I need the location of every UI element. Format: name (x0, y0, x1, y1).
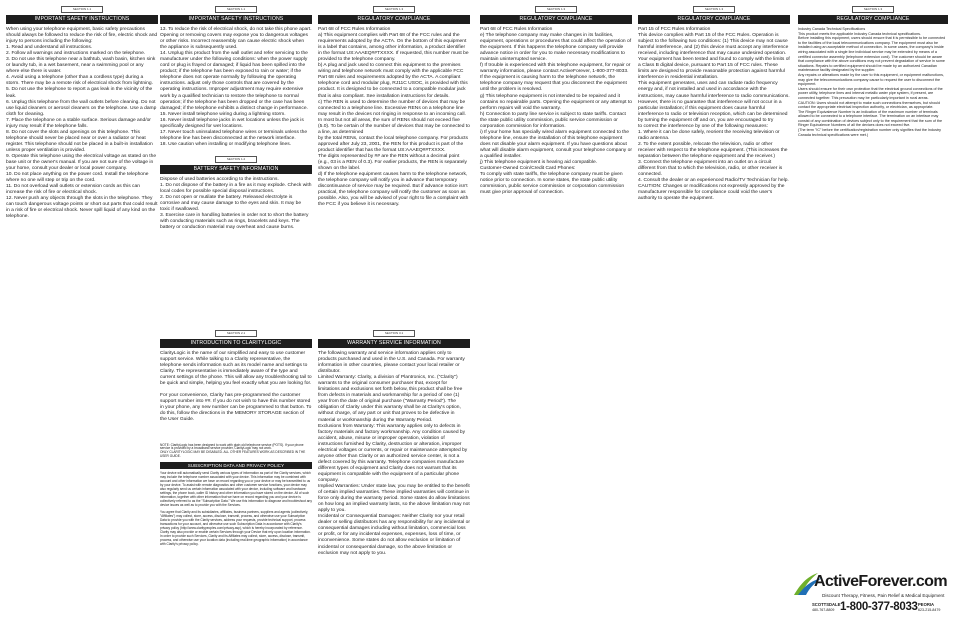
paragraph: e) The telephone company may make changes in its facilities, equipment, operations or procedures that could affect the operation of the equipment. If this happens the telephone company will provide advance notice in order for you to make necessary modifications to maintain uninterrupted service. (480, 33, 632, 63)
brand-tagline: Discount Therapy, Fitness, Pain Relief & Medical Equipment (822, 593, 945, 598)
paragraph: You agree that Clarity and its subsidiaries, affiliates, business partners, suppliers and agents (collectively, "Affiliates") may collect, store, access, disclose, transmit, process, and otherwise use your Subscription Data to provide you with the Clarity services, address your requests, provide technical support, process transactions for your account, and otherwise use such Subscription Data in accordance with Clarity's privacy policy (http://www.claritypeoples.com/privacy.asp), which is hereby incorporated by reference. Clarity may also provide or enable certain Services through your Device that rely upon location information. In order to provide such Services, Clarity and its Affiliates may collect, store, access, disclose, transmit, process, and otherwise use your location data (including real-time geographic information) in accordance with Clarity's privacy policy. (160, 509, 311, 546)
brand-phone: 1-800-377-8033 (840, 601, 918, 613)
column-regulatory-2 (480, 6, 632, 196)
section-tag: SECTION 1.3 (693, 6, 735, 13)
paragraph: 5. Do not use the telephone to report a gas leak in the vicinity of the leak. (6, 87, 153, 99)
section-heading: REGULATORY COMPLIANCE (638, 15, 790, 24)
paragraph: The digits represented by ## are the REN without a decimal point (e.g., 03 is a REN of 0.3). For earlier products, the REN is separately shown on the label. (318, 153, 467, 172)
paragraph: Your device will automatically send Clarity various types of information as part of the Clarity services, which may include the telephone number associated with your device. This information may be combined with account and other information we have on record regarding you or your device or may be transmitted to us by your device. To assist with remote diagnostics and other customer service functions, your device may also regularly send us certain information associated with your device, including software and hardware settings, the phone book, caller ID history and other information you have stored on the device. All of such information, together with other information that we have on record regarding you and your device is collectively referred to as the "Subscription Data." We use this information to diagnose and troubleshoot any device issues as well as to provide you with the Services. (160, 471, 312, 507)
brand-logo (792, 571, 947, 627)
paragraph: i) If your home has specially wired alarm equipment connected to the telephone line, ensure the installation of this telephone equipment does not disable your alarm equipment. If you have questions about what will disable alarm equipment, consult your telephone company or a qualified installer. (480, 129, 632, 159)
section-tag: SECTION 3.1 (373, 330, 415, 337)
section-tag: SECTION 1.1 (61, 6, 103, 13)
paragraph: 14. Unplug this product from the wall outlet and refer servicing to the manufacturer under the following conditions: when the power supply cord or plug is frayed or damaged; if liquid has been spilled into the product; if the telephone has been exposed to rain or water; if the telephone does not operate normally by following the operating instructions. adjust only those controls that are covered by the operating instructions. Improper adjustment may require extensive work by a qualified technician to restore the telephone to normal operation; if the telephone has been dropped or the case has been damaged; if the telephone exhibits a distinct change in performance. (160, 51, 308, 111)
paragraph: g) This telephone equipment is not intended to be repaired and it contains no repairable parts. Opening the equipment or any attempt to perform repairs will void the warranty. (480, 93, 632, 111)
paragraph: Dispose of used batteries according to the instructions. (160, 176, 279, 182)
paragraph: f) If trouble is experienced with this telephone equipment, for repair or warranty information, please contact ActiveForever, 1-800-377-8033. If the equipment is causing harm to the telephone network, the telephone company may request that you disconnect the equipment until the problem is resolved. (480, 63, 631, 93)
paragraph: 3. Do not use this telephone near a bathtub, wash basin, kitchen sink or laundry tub, in a wet basement, near a swimming pool or any where else there is water. (6, 57, 156, 75)
paragraph: Exclusions from Warranty: This warranty applies only to defects in factory materials and factory workmanship. Any condition caused by accident, abuse, misuse or improper operation, violation of instructions furnished by Clarity, destruction or alteration, improper electrical voltages or currents, or repair or maintenance attempted by anyone other than Clarity or an authorized service center, is not a defect covered by this warranty. Telephone companies manufacture different types of equipment and Clarity does not warrant that its equipment is compatible with the equipment of a particular phone company. (318, 423, 468, 483)
section-heading: BATTERY SAFETY INFORMATION (160, 165, 312, 174)
paragraph: 2. Follow all warnings and instructions marked on the telephone. (6, 51, 146, 57)
column-claritylogic (160, 330, 312, 546)
paragraph: CAUTION: Changes or modifications not expressly approved by the manufacturer responsible for compliance could void the user's authority to operate the equipment. (638, 184, 785, 202)
paragraph: to correct the interference by one of the following measures: (638, 123, 768, 129)
paragraph: 1. Read and understand all instructions. (6, 45, 93, 51)
section-body (480, 27, 632, 196)
paragraph: Users should ensure for their own protection that the electrical ground connections of the power utility, telephone lines and internal metallic water pipe system, if present, are connected together. This precaution may be particularly important in rural areas. (798, 86, 943, 100)
section-tag: SECTION 2.1 (215, 330, 257, 337)
paragraph: CAUTION: Users should not attempt to make such connections themselves, but should contact the appropriate electrical inspection authority, or electrician, as appropriate. (798, 100, 941, 110)
paragraph: Incidental or Consequential Damages: Neither Clarity nor your retail dealer or selling distributors has any responsibility for any incidental or consequential damages including without limitation, commercial loss or profit, or for any incidental expenses, expenses, loss of time, or inconvenience. Some states do not allow exclusion or limitation of incidental or consequential damage, so the above limitation or exclusion may not apply to you. (318, 514, 470, 556)
paragraph: 4. Consult the dealer or an experienced Radio/TV Technician for help. (638, 178, 789, 184)
paragraph: 10. Do not place anything on the power cord. Install the telephone where no one will step or trip on the cord. (6, 172, 149, 184)
paragraph: This product meets the applicable Industry Canada technical specifications. (798, 31, 921, 36)
paragraph: This device complies with Part 15 of the FCC Rules. Operation is subject to the following two conditions: (1) This device may not cause harmful interference, and (2) this device must accept any interference received, including interference that may cause undesired operation. (638, 33, 789, 57)
column-warranty (318, 330, 470, 557)
column-safety-1 (6, 6, 158, 221)
city-phone: 623-215-8479 (918, 607, 941, 612)
paragraph: Implied Warranties: Under state law, you may be entitled to the benefit of certain implied warranties. These implied warranties will continue in force only during the warranty period. Some states do allow limitations on how long an implied warranty lasts, so the above limitation may not apply to you. (318, 484, 470, 514)
city-phone: 480-767-8809 (812, 607, 835, 612)
section-heading: REGULATORY COMPLIANCE (480, 15, 632, 24)
paragraph: b) A plug and jack used to connect this equipment to the premises wiring and telephone network must comply with the applicable FCC Part 68 rules and requirements adopted by the ACTA. A compliant telephone cord and modular plug, RJ11C USOC, is provided with this product. It is designed to be connected to a compatible modular jack that is also compliant. See installation instructions for details. (318, 63, 468, 99)
paragraph: 4. Avoid using a telephone (other than a cordless type) during a storm. There may be a remote risk of electrical shock from lightning. (6, 75, 153, 87)
city-name: SCOTTSDALE (812, 602, 841, 607)
section-tag: SECTION 1.1 (215, 6, 257, 13)
city-scottsdale (812, 603, 840, 612)
paragraph: 6. Unplug this telephone from the wall outlets before cleaning. Do not use liquid cleaners or aerosol cleaners on the telephone. Use a damp cloth for cleaning. (6, 99, 157, 117)
paragraph: Part 68 of FCC Rules Information (318, 27, 391, 32)
city-peoria (918, 603, 940, 612)
paragraph: 17. Never touch uninsulated telephone wires or terminals unless the telephone line has been disconnected at the network interface. (160, 129, 308, 141)
paragraph: Part 15 of FCC Rules Information (638, 27, 711, 32)
section-heading: WARRANTY SERVICE INFORMATION (318, 339, 470, 348)
section-body (160, 351, 312, 424)
paragraph: Industry Canada Technical Specifications (798, 27, 866, 31)
column-regulatory-3 (638, 6, 790, 202)
paragraph: 2. Do not open or mutilate the battery. Released electrolyte is corrosive and may cause damage to the eyes and skin. It may be toxic if swallowed. (160, 195, 302, 213)
paragraph: Your equipment has been tested and found to comply with the limits of a Class B digital device, pursuant to Part 15 of FCC rules. These limits are designed to provide reasonable protection against harmful interference in residential installation. (638, 57, 790, 81)
paragraph: (The term "IC" before the certification/registration number only signifies that the Industry Canada technical specifications were met.) (798, 128, 942, 137)
section-tag: SECTION 1.3 (852, 6, 894, 13)
paragraph: h) Connection to party line service is subject to state tariffs. Contact the state public utility commission, public service commission or corporation commission for information. (480, 111, 626, 129)
note: NOTE: ClarityLogic has been designed to work with plain old telephone service (POTS). If your phone service is provided by a broadband service provider, ClarityLogic may not work. (160, 442, 304, 451)
paragraph: Before installing this equipment, users should ensure that it is permissible to be connected to the facilities of the local telecommunications company. The equipment must also be installed using an acceptable method of connection. In some cases, the company's inside wiring associated with a single line individual service may be extended by means of a certified connector assembly (telephone extension cord). The customer should be aware that compliance with the above conditions may not prevent degradation of service in some situations. Repairs to certified equipment should be made by an authorized Canadian maintenance facility designated by the supplier. (798, 36, 946, 73)
city-name: PEORIA (918, 602, 935, 607)
paragraph: Limited Warranty: Clarity, a division of Plantronics, Inc. ("Clarity") warrants to the original consumer purchaser that, except for limitations and exclusions set forth below, this product shall be free from defects in materials and workmanship for a period of one (1) year from the date of original purchase ("Warranty Period"). The obligation of Clarity under this warranty shall be at Clarity's option, without charge, of any part or unit that proves to be defective in material or workmanship during the Warranty Period. (318, 375, 463, 423)
paragraph: The Ringer Equivalence Number is an indication of the maximum number of terminals allowed to be connected to a telephone interface. The termination on an interface may consist of any combination of devices subject only to the requirement that the sum of the Ringer Equivalence Numbers of all the devices does not exceed five. (798, 109, 943, 128)
paragraph: 11. Do not overload wall outlets or extension cords as this can increase the risk of fire or electrical shock. (6, 184, 140, 196)
paragraph: d) If the telephone equipment causes harm to the telephone network, the telephone company will notify you in advance that temporary discontinuance of service may be required. But if advance notice isn't practical, the telephone company will notify the customer as soon as possible. Also, you will be advised of your right to file a complaint with the FCC if you believe it is necessary. (318, 172, 469, 208)
paragraph: j) This telephone equipment is hearing aid compatible. (480, 160, 598, 166)
section-heading: REGULATORY COMPLIANCE (798, 15, 948, 24)
section-body (318, 351, 470, 557)
section-body (160, 27, 312, 148)
section-body (798, 27, 948, 137)
paragraph: c) The REN is used to determine the number of devices that may be connected to a telephone line. Excessive RENs on a telephone line may result in the devices not ringing in response to an incoming call. In most but not all areas, the sum of RENs should not exceed five (5.0). To be certain of the number of devices that may be connected to a line, as determined (318, 99, 470, 135)
paragraph: 16. Never install telephone jacks in wet locations unless the jack is specifically designed for wet locations. (160, 117, 304, 129)
section-heading: REGULATORY COMPLIANCE (318, 15, 470, 24)
paragraph: Any repairs or alterations made by the user to this equipment, or equipment malfunctions, may give the telecommunications company cause to request the user to disconnect the equipment. (798, 72, 944, 87)
paragraph: This equipment generates, uses and can radiate radio frequency energy and, if not installed and used in accordance with the instructions, may cause harmful interference to radio communications. However, there is no guarantee that interference will not occur in a particular installation; if this equipment does cause harmful interference to radio or television reception, which can be determined by turning the equipment off and on, you are encouraged to try (638, 81, 790, 123)
section-tag: SECTION 1.3 (373, 6, 415, 13)
paragraph: a) This equipment complies with Part 68 of the FCC rules and the requirements adopted by the ACTA. On the bottom of this equipment is a label that contains, among other information, a product identifier in the format US:AAAEQ##TXXXX. If requested, this number must be provided to the telephone company. (318, 33, 469, 63)
section-tag: SECTION 1.2 (215, 156, 257, 163)
note: ONLY CLARITYLOGIC MAY BE DISABLED. ALL OTHER FEATURES WORK AS DESCRIBED IN THE USER GUIDE. (160, 450, 306, 459)
brand-name: ActiveForever.com (814, 573, 947, 590)
section-body (160, 177, 312, 231)
paragraph: 1. Where it can be done safely, reorient the receiving television or radio antenna. (638, 129, 780, 141)
column-regulatory-1 (318, 6, 470, 208)
paragraph: The following warranty and service information applies only to products purchased and used in the U.S. and Canada. For warranty information in other countries, please contact your local retailer or distributor. (318, 351, 465, 375)
note-block (160, 444, 312, 460)
section-heading: IMPORTANT SAFETY INSTRUCTIONS (160, 15, 312, 24)
section-heading: INTRODUCTION TO CLARITYLOGIC (160, 339, 312, 348)
paragraph: by the total RENs, contact the local telephone company. For products approved after July 23, 2001, the REN for this product is part of the product identifier that has the format US:AAAEQ##TXXXX. (318, 135, 468, 153)
paragraph: 15. Never install telephone wiring during a lightning storm. (160, 111, 286, 117)
paragraph: 7. Place the telephone on a stable surface. Serious damage and/or injury may result if the telephone falls. (6, 117, 151, 129)
paragraph: 3. Connect the telephone equipment into an outlet on a circuit different from that to which the television, radio, or other receiver is connected. (638, 160, 783, 178)
paragraph: Part 68 of FCC Rules Information (480, 27, 553, 32)
section-tag: SECTION 1.3 (535, 6, 577, 13)
paragraph: 3. Exercise care in handling batteries in order not to short the battery with conducting materials such as rings, bracelets and keys. The battery or conduction material may overheat and cause burns. (160, 213, 309, 231)
paragraph: 9. Operate this telephone using the electrical voltage as stated on the base unit or the owner's manual. If you are not sure of the voltage in your home, consult your dealer or local power company. (6, 153, 157, 172)
paragraph: To comply with state tariffs, the telephone company must be given notice prior to connection. In some states, the state public utility commission, public service commission or corporation commission must give prior approval of connection. (480, 172, 625, 196)
paragraph: 12. Never push any objects through the slots in the telephone. They can touch dangerous voltage points or short out parts that could result in a risk of fire or electrical shock. Never spill liquid of any kind on the telephone. (6, 196, 158, 220)
paragraph: 18. Use caution when installing or modifying telephone lines. (160, 141, 292, 147)
paragraph: 13. To reduce the risk of electrical shock, do not take this phone apart. Opening or removing covers may expose you to dangerous voltages or other risks. Incorrect reassembly can cause electric shock when the appliance is subsequently used. (160, 27, 312, 51)
section-body (6, 27, 158, 221)
paragraph: 1. Do not dispose of the battery in a fire as it may explode. Check with local codes for possible special disposal instructions. (160, 182, 312, 195)
paragraph: Customer-Owned Coin/Credit Card Phones: (480, 166, 576, 172)
section-heading: SUBSCRIPTION DATA AND PRIVACY POLICY (160, 462, 312, 469)
paragraph: For your convenience, Clarity has pre-programmed the customer support number into ##. If you do not wish to have this number stored in your phone, any new number can be programmed to that button. To do this, follow the directions in the MEMORY STORAGE section of the User Guide. (160, 393, 312, 423)
section-body (318, 27, 470, 208)
paragraph: 2. To the extent possible, relocate the television, radio or other receiver with respect to the telephone equipment. (This increases the separation between the telephone equipment and the receiver.) (638, 141, 788, 159)
paragraph: When using your telephone equipment, basic safety precautions should always be followed to reduce the risk of fire, electric shock and injury to persons including the following: (6, 27, 158, 45)
section-heading: IMPORTANT SAFETY INSTRUCTIONS (6, 15, 158, 24)
paragraph: 8. Do not cover the slots and openings on this telephone. This telephone should never be placed near or over a radiator or heat register. This telephone should not be placed in a built-in installation unless proper ventilation is provided. (6, 129, 153, 153)
section-body (638, 27, 790, 202)
paragraph: ClarityLogic is the name of our simplified and easy to use customer support service. While talking to a Clarity representative, the telephone sends information such as its model name and settings to Clarity. The representative is immediately aware of the type and current settings of the phone. This will allow any troubleshooting tail to be quick and simple, helping you feel exactly what you are looking for. (160, 351, 312, 387)
column-regulatory-4 (798, 6, 948, 137)
section-body (160, 472, 312, 546)
column-safety-2 (160, 6, 312, 231)
